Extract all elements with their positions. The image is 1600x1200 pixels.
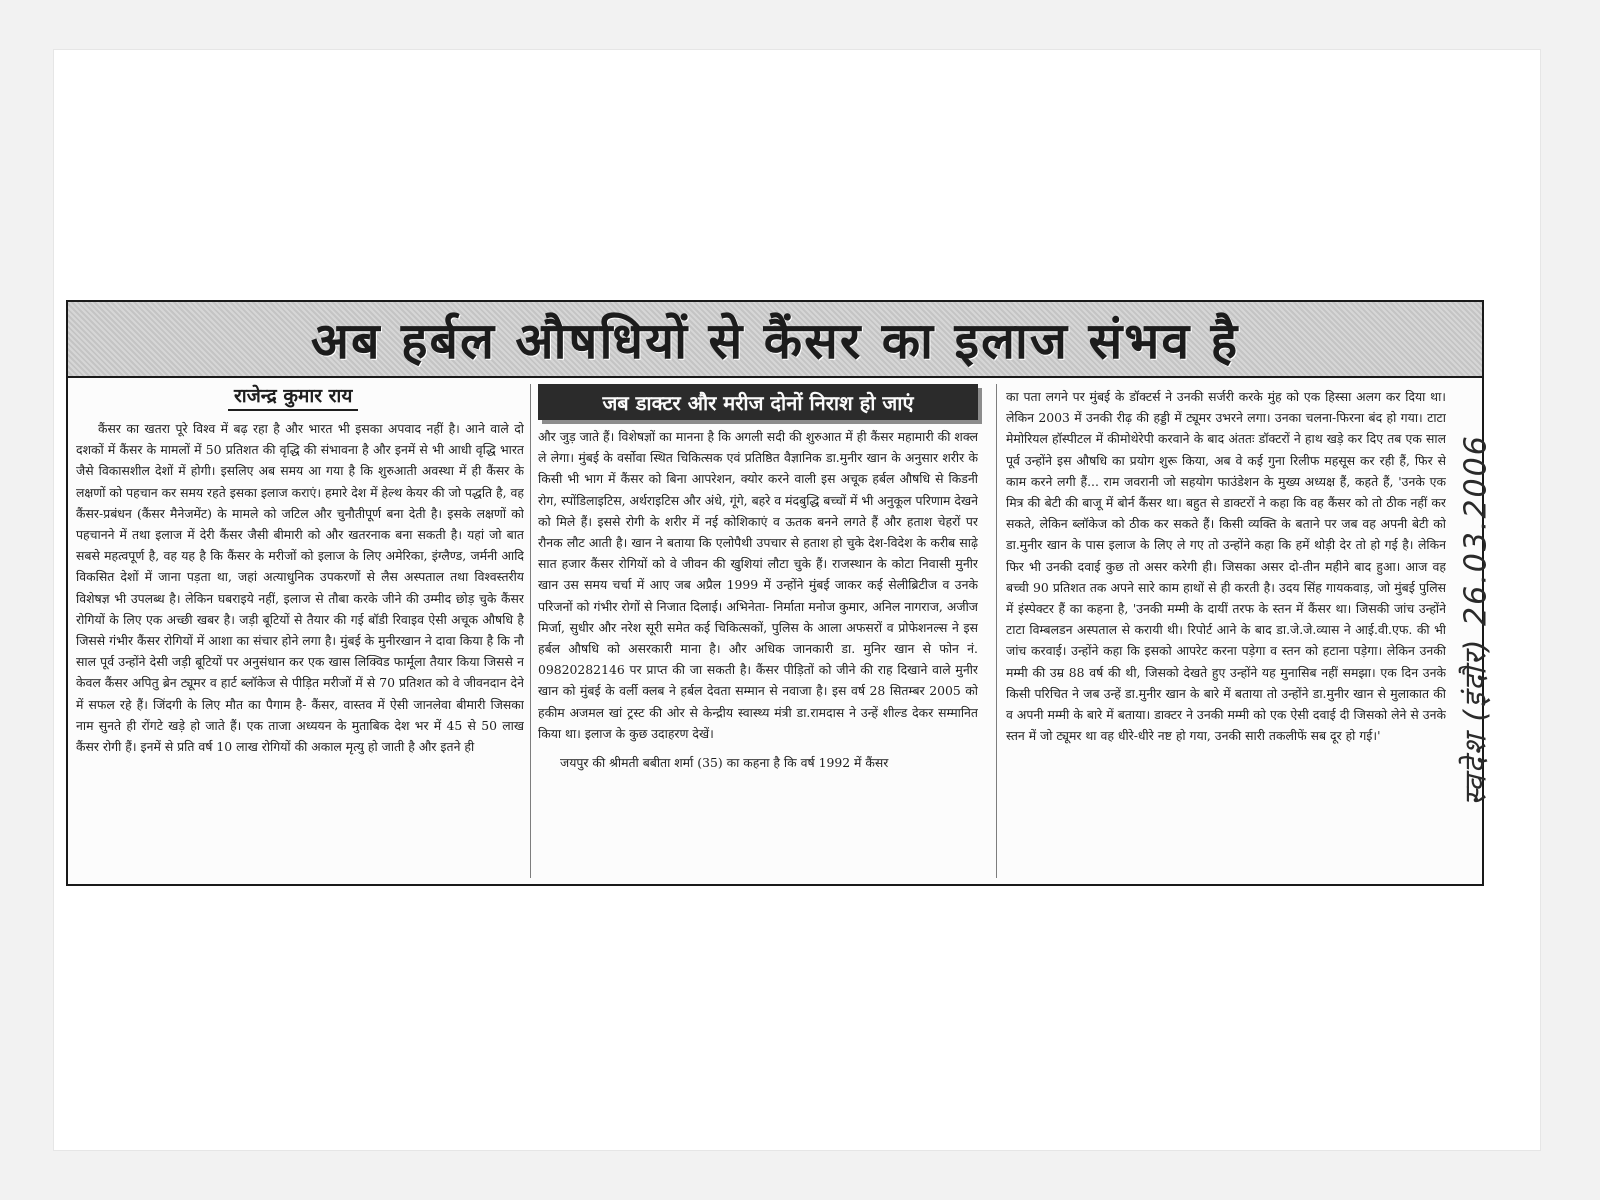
article-column-1 bbox=[76, 418, 524, 878]
handwritten-source-date bbox=[1434, 380, 1514, 860]
column-divider bbox=[530, 384, 531, 878]
article-column-2 bbox=[538, 426, 978, 878]
column-2-paragraph-2: जयपुर की श्रीमती बबीता शर्मा (35) का कहना है कि वर्ष 1992 में कैंसर bbox=[560, 755, 889, 771]
scanned-page bbox=[54, 50, 1540, 1150]
article-column-3 bbox=[1006, 386, 1446, 878]
newspaper-clipping bbox=[66, 300, 1484, 886]
subheading: जब डाक्टर और मरीज दोनों निराश हो जाएं bbox=[602, 390, 914, 415]
subheading-box bbox=[538, 384, 978, 420]
column-divider bbox=[996, 384, 997, 878]
headline: अब हर्बल औषधियों से कैंसर का इलाज संभव है bbox=[310, 312, 1240, 370]
byline-wrap bbox=[228, 382, 358, 411]
column-3-text: का पता लगने पर मुंबई के डॉक्टर्स ने उनकी सर्जरी करके मुंह को एक हिस्सा अलग कर दिया था। लेकिन 2003 में उनकी रीढ़ की हड्डी में ट्यूमर उभरने लगा। उनका चलना-फिरना बंद हो गया। टाटा मेमोरियल हॉस्पीटल में कीमोथेरेपी करवाने के बाद अंततः डॉक्टरों ने हाथ खड़े कर दिए तब एक साल पूर्व उन्होंने इस औषधि का प्रयोग शुरू किया, अब वे कई गुना रिलीफ महसूस कर रही हैं, फिर से काम करने लगी हैं... राम जवरानी जो सहयोग फाउंडेशन के मुख्य अध्यक्ष हैं, कहते हैं, 'उनके एक मित्र की बेटी की बाजू में बोर्न कैंसर था। बहुत से डाक्टरों ने कहा कि वह कैंसर को तो ठीक नहीं कर सकते, लेकिन ब्लॉकेज को ठीक कर सकते हैं। किसी व्यक्ति के बताने पर जब वह अपनी बेटी को डा.मुनीर खान के पास इलाज के लिए ले गए तो उन्होंने कहा कि हमें थोड़ी देर तो हो गई है। लेकिन फिर भी उनकी दवाई कुछ तो असर करेगी ही। जिसका असर दो-तीन महीने बाद हुआ। आज वह बच्ची 90 प्रतिशत तक अपने सारे काम हाथों से ही करती है। उदय सिंह गायकवाड़, जो मुंबई पुलिस में इंस्पेक्टर हैं का कहना है, 'उनकी मम्मी के दायीं तरफ के स्तन में कैंसर था। जिसकी जांच उन्होंने टाटा विम्बलडन अस्पताल से करायी थी। रिपोर्ट आने के बाद डा.जे.जे.व्यास ने आई.वी.एफ. की भी जांच करवाई। उन्होंने कहा कि इसको आपरेट करना पड़ेगा व स्तन को हटाना पड़ेगा। लेकिन उनकी मम्मी की उम्र 88 वर्ष की थी, जिसको देखते हुए उन्होंने यह मुनासिब नहीं समझा। एक दिन उनके किसी परिचित ने जब उन्हें डा.मुनीर खान के बारे में बताया तो उन्होंने डा.मुनीर खान से मुलाकात की व अपनी मम्मी के बारे में बताया। डाक्टर ने उनकी मम्मी को एक ऐसी दवाई दी जिसको लेने से उनके स्तन में जो ट्यूमर था वह धीरे-धीरे नष्ट हो गया, उनकी सारी तकलीफें सब दूर हो गई।' bbox=[1006, 389, 1446, 744]
column-1-text: कैंसर का खतरा पूरे विश्व में बढ़ रहा है और भारत भी इसका अपवाद नहीं है। आने वाले दो दशकों में कैंसर के मामलों में 50 प्रतिशत की वृद्धि की संभावना है और इनमें से भी आधी वृद्धि भारत जैसे विकासशील देशों में होगी। इसलिए अब समय आ गया है कि शुरुआती अवस्था में ही कैंसर के लक्षणों को पहचान कर समय रहते इसका इलाज कराएं। हमारे देश में हेल्थ केयर की जो पद्धति है, वह कैंसर-प्रबंधन (कैंसर मैनेजमेंट) के मामले को जटिल और चुनौतीपूर्ण बना देती है। इसके लक्षणों को पहचानने में तथा इलाज में देरी कैंसर जैसी बीमारी को और खतरनाक बना सकती है। यहां जो बात सबसे महत्वपूर्ण है, वह यह है कि कैंसर के मरीजों को इलाज के लिए अमेरिका, इंग्लैण्ड, जर्मनी आदि विकसित देशों में जाना पड़ता था, जहां अत्याधुनिक उपकरणों से लैस अस्पताल तथा विश्वस्तरीय विशेषज्ञ भी उपलब्ध है। लेकिन घबराइये नहीं, इलाज से तौबा करके जीने की उम्मीद छोड़ चुके कैंसर रोगियों के लिए एक अच्छी खबर है। जड़ी बूटियों से तैयार की गई बॉडी रिवाइव ऐसी अचूक औषधि है जिससे गंभीर कैंसर रोगियों में आशा का संचार होने लगा है। मुंबई के मुनीरखान ने दावा किया है कि नौ साल पूर्व उन्होंने देसी जड़ी बूटियों पर अनुसंधान कर एक खास लिक्विड फार्मूला तैयार किया जिससे न केवल कैंसर अपितु ब्रेन ट्यूमर व हार्ट ब्लॉकेज से पीड़ित मरीजों में से 70 प्रतिशत को वे जीवनदान देने में सफल रहे हैं। जिंदगी के लिए मौत का पैगाम है- कैंसर, वास्तव में ऐसी जानलेवा बीमारी जिसका नाम सुनते ही रोंगटे खड़े हो जाते हैं। एक ताजा अध्ययन के मुताबिक देश भर में 45 से 50 लाख कैंसर रोगी हैं। इनमें से प्रति वर्ष 10 लाख रोगियों की अकाल मृत्यु हो जाती है और इतने ही bbox=[76, 421, 524, 755]
handwritten-note: स्वदेश (इंदौर) 26.03.2006 bbox=[1458, 434, 1494, 806]
column-2-paragraph-1: और जुड़ जाते हैं। विशेषज्ञों का मानना है कि अगली सदी की शुरुआत में ही कैंसर महामारी की शक्ल ले लेगा। मुंबई के वर्सोवा स्थित चिकित्सक एवं प्रतिष्ठित वैज्ञानिक डा.मुनीर खान के अनुसार शरीर के किसी भी भाग में कैंसर को बिना आपरेशन, क्योर करने वाली इस अचूक हर्बल औषधि से किडनी रोग, स्पोंडिलाइटिस, अर्थराइटिस और अंधे, गूंगे, बहरे व मंदबुद्धि बच्चों में भी अनुकूल परिणाम देखने को मिले हैं। इससे रोगी के शरीर में नई कोशिकाएं व ऊतक बनने लगते हैं और हताश चेहरों पर रौनक लौट आती है। खान ने बताया कि एलोपैथी उपचार से हताश हो चुके देश-विदेश के करीब साढ़े सात हजार कैंसर रोगियों को वे जीवन की खुशियां लौटा चुके हैं। राजस्थान के कोटा निवासी मुनीर खान उस समय चर्चा में आए जब अप्रैल 1999 में उन्होंने मुंबई जाकर कई सेलीब्रिटीज व उनके परिजनों को गंभीर रोगों से निजात दिलाई। अभिनेता- निर्माता मनोज कुमार, अनिल नागराज, अजीज मिर्जा, सुधीर और नरेश सूरी समेत कई चिकित्सकों, पुलिस के आला अफसरों व प्रोफेशनल्स ने इस हर्बल औषधि को असरकारी माना है। और अधिक जानकारी डा. मुनिर खान से फोन नं. 09820282146 पर प्राप्त की जा सकती है। कैंसर पीड़ितों को जीने की राह दिखाने वाले मुनीर खान को मुंबई के वर्ली क्लब ने हर्बल देवता सम्मान से नवाजा है। इस वर्ष 28 सितम्बर 2005 को हकीम अजमल खां ट्रस्ट की ओर से केन्द्रीय स्वास्थ्य मंत्री डा.रामदास ने उन्हें शील्ड देकर सम्मानित किया था। इलाज के कुछ उदाहरण देखें। bbox=[538, 429, 978, 741]
byline: राजेन्द्र कुमार राय bbox=[228, 382, 358, 411]
headline-band bbox=[68, 302, 1482, 378]
